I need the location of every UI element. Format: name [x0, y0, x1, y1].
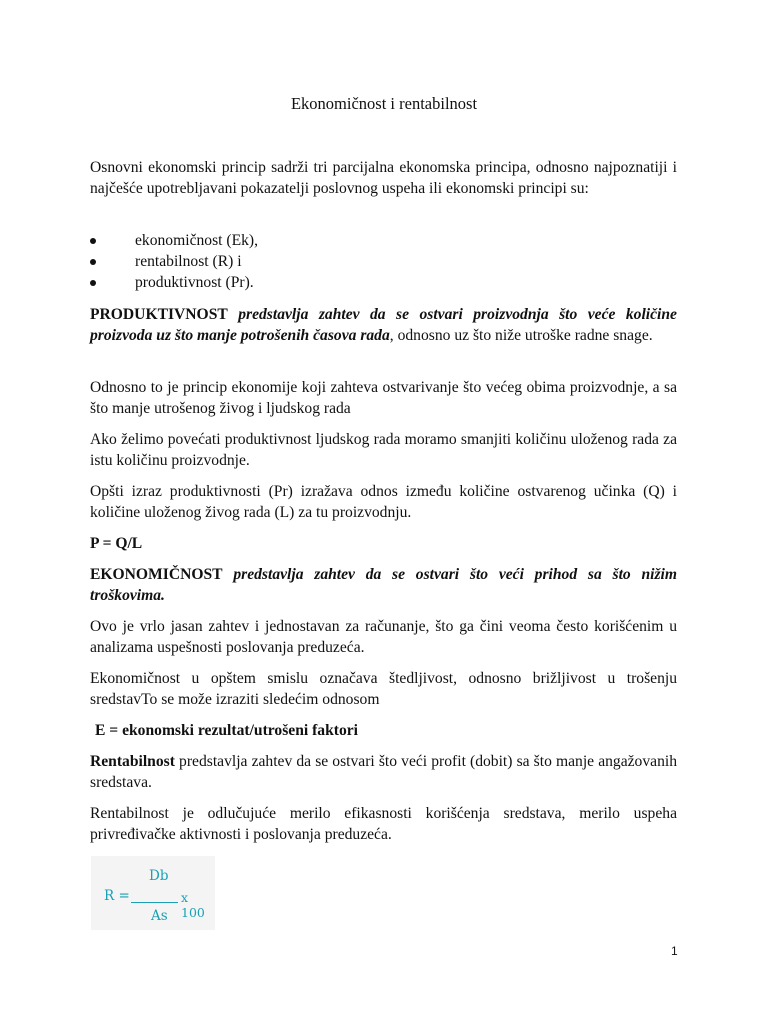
rentabilnost-formula — [91, 856, 215, 930]
smisao-paragraph: Ekonomičnost u opštem smislu označava štedljivost, odnosno brižljivost u trošenju sredstavTo se može izraziti sledećim odnosom — [90, 670, 677, 708]
intro-paragraph: Osnovni ekonomski princip sadrži tri parcijalna ekonomska principa, odnosno najpoznatiji i najčešće upotrebljavani pokazatelji poslovnog uspeha ili ekonomski principi su: — [90, 159, 677, 197]
bullet-icon — [90, 238, 96, 244]
ekonomicnost-paragraph — [90, 564, 677, 606]
jasan-paragraph: Ovo je vrlo jasan zahtev i jednostavan za računanje, što ga čini veoma često korišćenim u analizama uspešnosti poslovanja preduzeća. — [90, 618, 677, 656]
formula-denominator: As — [151, 908, 168, 924]
formula-e: E = ekonomski rezultat/utrošeni faktori — [95, 722, 359, 739]
formula-p: P = Q/L — [90, 535, 143, 552]
list-item: rentabilnost (R) i — [90, 251, 258, 272]
povecati-paragraph: Ako želimo povećati produktivnost ljudskog rada moramo smanjiti količinu uloženog rada za istu količinu proizvodnje. — [90, 431, 677, 469]
rentabilnost-rest: predstavlja zahtev da se ostvari što veći profit (dobit) sa što manje angažovanih sredstava. — [90, 753, 677, 791]
izraz-paragraph: Opšti izraz produktivnosti (Pr) izražava odnos između količine ostvarenog učinka (Q) i količine uloženog živog rada (L) za tu proizvodnju. — [90, 483, 677, 521]
fraction-line — [131, 902, 178, 903]
principles-list — [90, 230, 258, 293]
merilo-paragraph: Rentabilnost je odlučujuće merilo efikasnosti korišćenja sredstava, merilo uspeha privređivačke aktivnosti i poslovanja preduzeća. — [90, 805, 677, 843]
rentabilnost-label: Rentabilnost — [90, 753, 175, 770]
produktivnost-label: PRODUKTIVNOST — [90, 306, 228, 323]
formula-lhs: R = — [104, 888, 130, 904]
page-number: 1 — [671, 944, 678, 958]
produktivnost-rest: , odnosno uz što niže utroške radne snage. — [389, 327, 653, 344]
produktivnost-emphasis: predstavlja zahtev da se ostvari proizvodnja što veće količine proizvoda uz što manje potrošenih časova rada — [90, 306, 677, 344]
formula-numerator: Db — [149, 868, 169, 884]
document-title: Ekonomičnost i rentabilnost — [290, 94, 478, 113]
formula-multiplier: x 100 — [181, 890, 205, 920]
princip-paragraph: Odnosno to je princip ekonomije koji zahteva ostvarivanje što većeg obima proizvodnje, a sa što manje utrošenog živog i ljudskog rada — [90, 379, 677, 417]
bullet-icon — [90, 259, 96, 265]
rentabilnost-paragraph — [90, 751, 677, 793]
list-item: produktivnost (Pr). — [90, 272, 258, 293]
ekonomicnost-emphasis: predstavlja zahtev da se ostvari što veći prihod sa što nižim troškovima. — [90, 566, 677, 604]
ekonomicnost-label: EKONOMIČNOST — [90, 566, 223, 583]
produktivnost-paragraph — [90, 304, 677, 346]
bullet-icon — [90, 280, 96, 286]
list-item: ekonomičnost (Ek), — [90, 230, 258, 251]
